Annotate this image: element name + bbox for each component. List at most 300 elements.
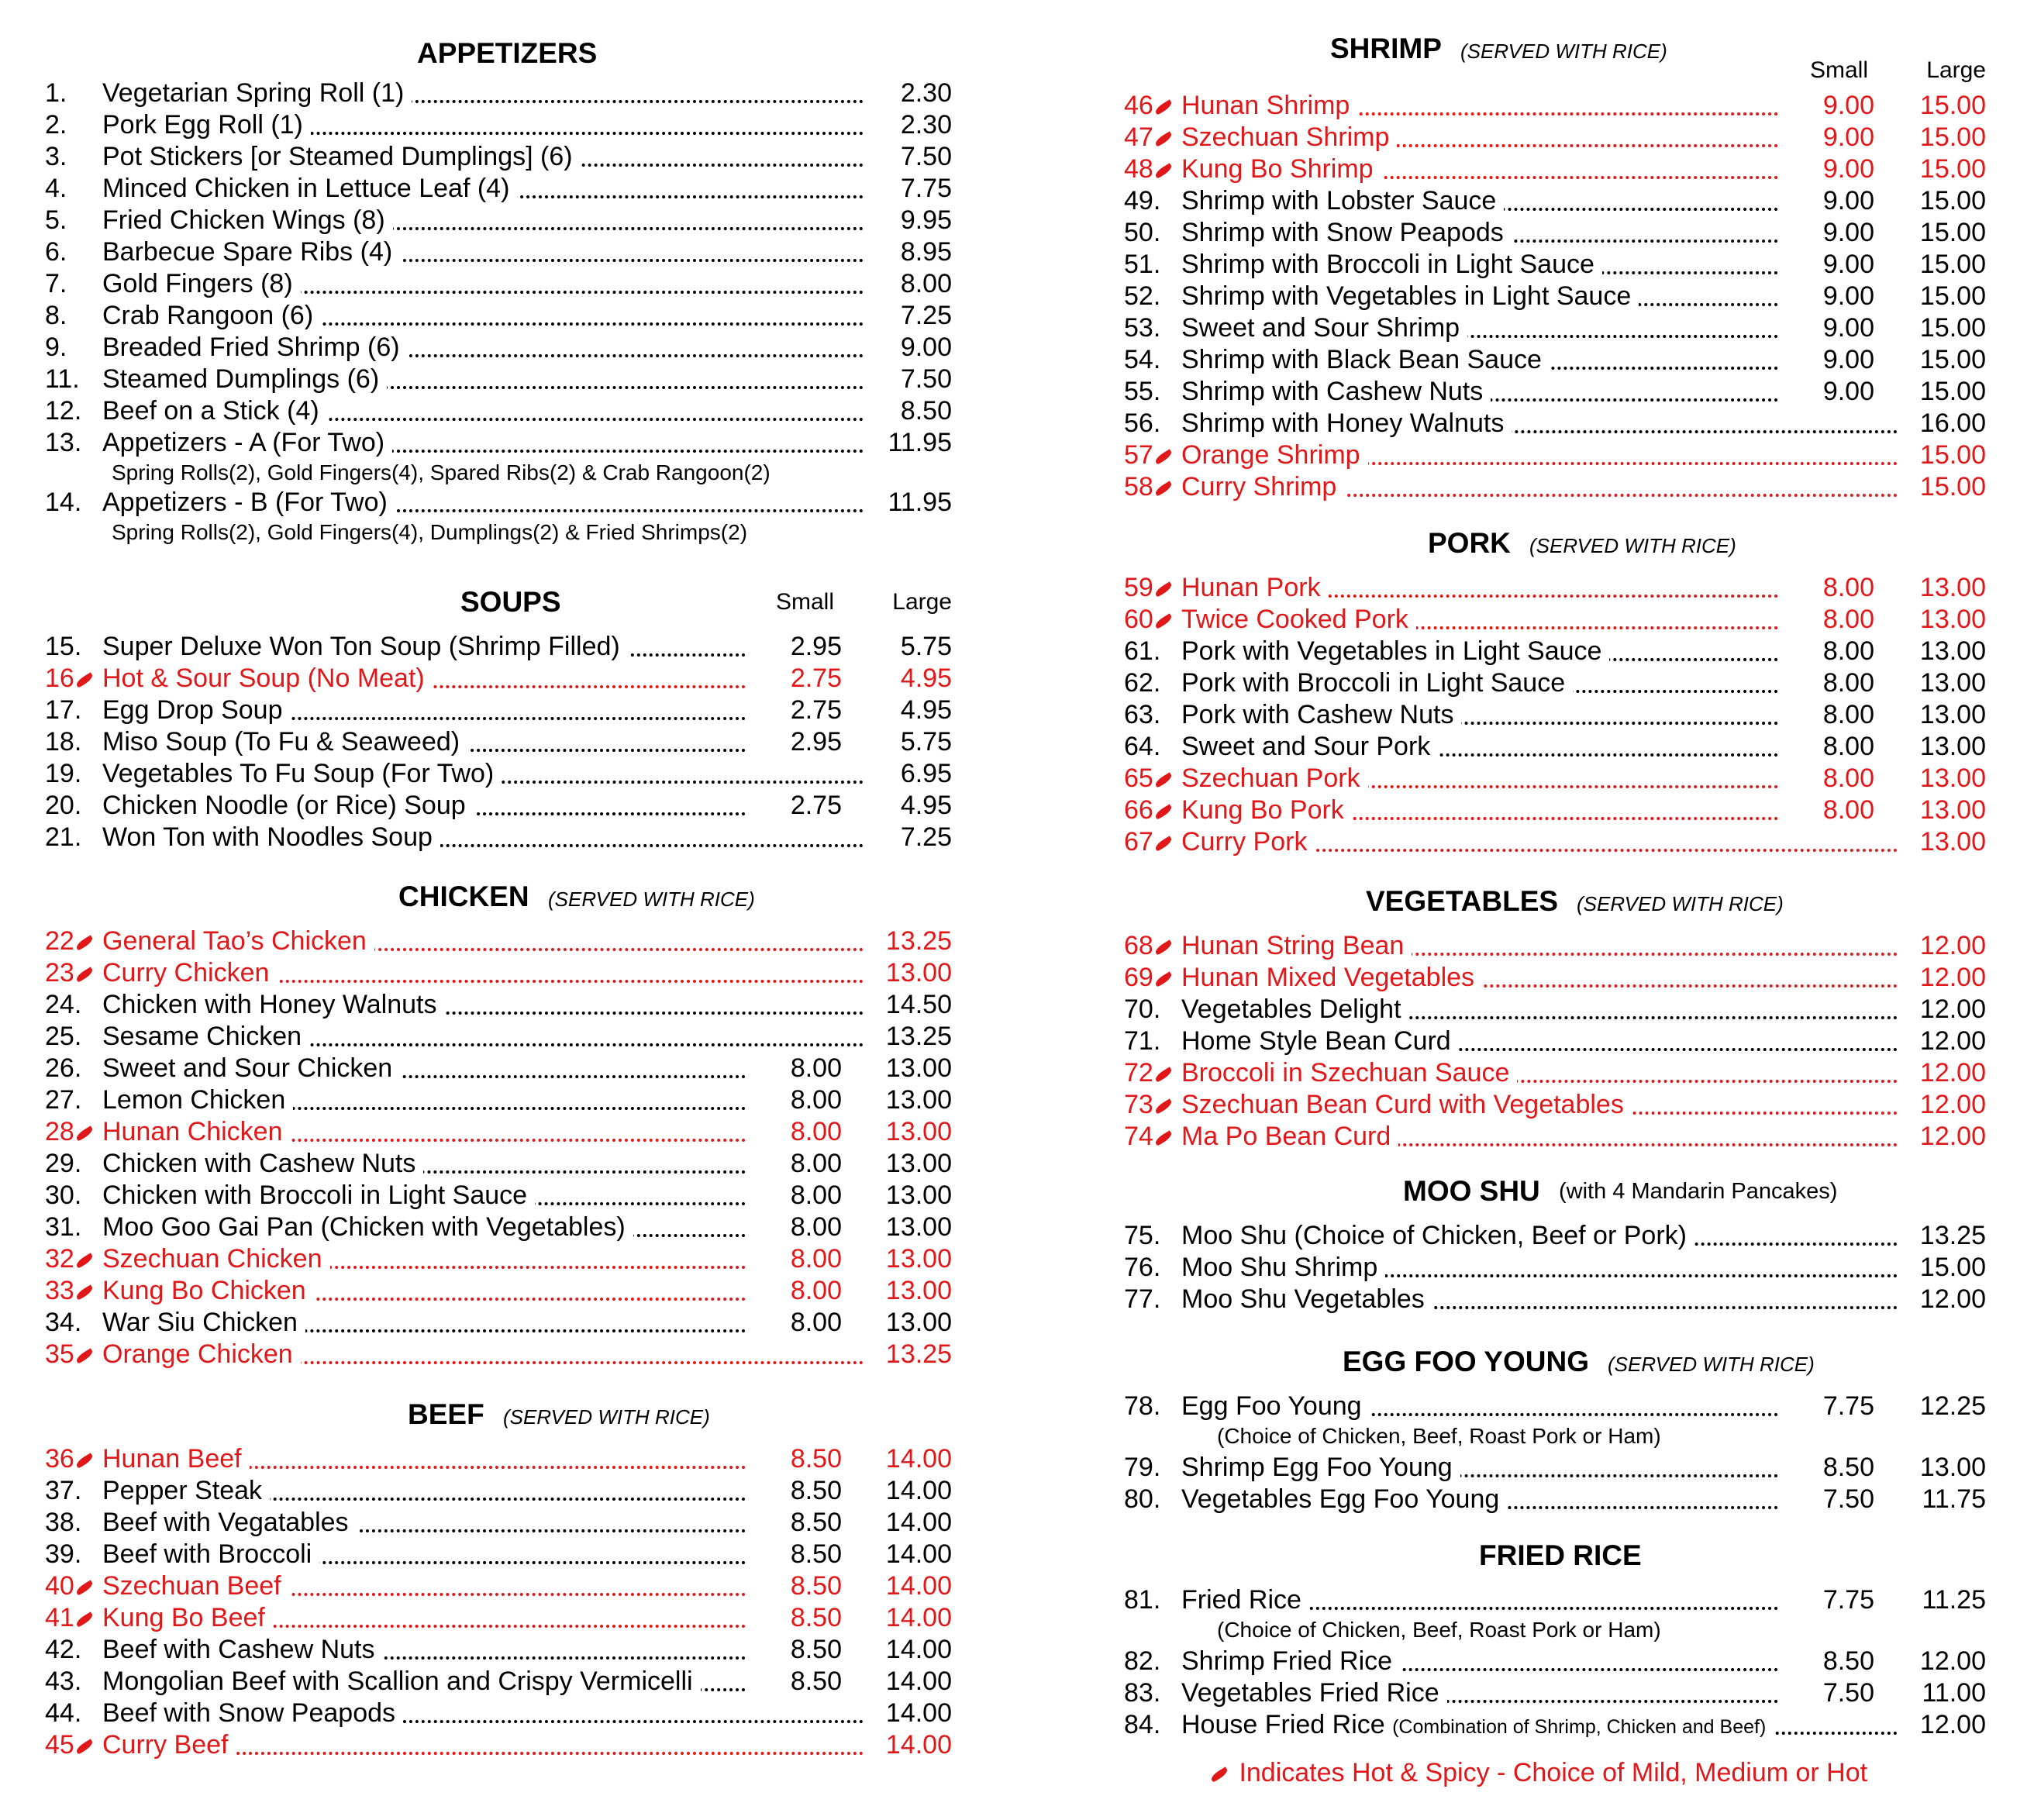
item-price: 8.95 [867, 236, 952, 268]
item-name-text: Shrimp with Cashew Nuts [1181, 377, 1484, 406]
item-number [45, 790, 81, 822]
item-name [102, 141, 581, 173]
item-name [102, 1475, 270, 1507]
item-price-large: 15.00 [1901, 376, 1986, 408]
item-number [1124, 376, 1160, 408]
item-name-text: Pork with Broccoli in Light Sauce [1181, 668, 1566, 698]
item-name-text: Beef with Snow Peapods [102, 1698, 396, 1728]
item-number-text: 42. [45, 1635, 82, 1664]
item-price-large: 15.00 [1901, 249, 1986, 281]
item-number [45, 487, 81, 519]
item-name-text: Curry Chicken [102, 958, 270, 988]
menu-item [45, 1084, 952, 1116]
item-price-large: 7.25 [867, 822, 952, 853]
item-name [102, 926, 374, 957]
item-number-text: 36 [45, 1444, 74, 1474]
item-number-text: 70. [1124, 994, 1161, 1024]
item-price-large: 13.00 [1901, 667, 1986, 699]
item-price-large: 14.00 [867, 1570, 952, 1602]
menu-item [1124, 471, 1986, 503]
item-name [1181, 1252, 1385, 1284]
item-price-small: 8.50 [749, 1634, 842, 1666]
item-name-text: Hunan Chicken [102, 1117, 283, 1146]
item-number [1124, 1484, 1160, 1515]
menu-item [45, 205, 952, 236]
item-name [102, 487, 395, 519]
item-name-text: Barbecue Spare Ribs (4) [102, 237, 393, 267]
item-name [102, 790, 474, 822]
item-number [45, 1602, 97, 1634]
item-price-small: 8.50 [749, 1602, 842, 1634]
menu-item [45, 1570, 952, 1602]
menu-item [1124, 439, 1986, 471]
item-name [1181, 1391, 1370, 1422]
item-description: (Choice of Chicken, Beef, Roast Pork or Ham) [1217, 1424, 1661, 1448]
item-price-small: 8.00 [1781, 572, 1874, 604]
item-number [1124, 1252, 1160, 1284]
menu-section-beef [45, 1392, 952, 1761]
item-name-text: Egg Foo Young [1181, 1391, 1362, 1421]
item-price-small: 8.00 [1781, 604, 1874, 636]
item-price-small: 9.00 [1781, 344, 1874, 376]
menu-item [1124, 312, 1986, 344]
menu-item [45, 822, 952, 853]
item-number [45, 1148, 81, 1180]
item-number-text: 13. [45, 428, 82, 457]
item-name [102, 1243, 330, 1275]
item-price-large: 13.00 [867, 1180, 952, 1212]
menu-item [45, 1443, 952, 1475]
item-price-large: 12.00 [1901, 1646, 1986, 1677]
item-name [102, 300, 321, 332]
item-name [102, 1180, 535, 1212]
item-number-text: 83. [1124, 1678, 1161, 1708]
menu-section-soups [45, 580, 952, 853]
item-name [102, 78, 412, 109]
section-note: (SERVED WITH RICE) [1577, 892, 1784, 915]
item-number [1124, 153, 1176, 185]
menu-item [45, 1507, 952, 1539]
item-name [1181, 122, 1397, 153]
item-name-text: Appetizers - A (For Two) [102, 428, 385, 457]
item-number [45, 1243, 97, 1275]
menu-item [45, 487, 952, 519]
column-header-small: Small [775, 589, 834, 615]
section-title: SOUPS [460, 586, 561, 618]
item-number [1124, 667, 1160, 699]
item-number [45, 758, 81, 790]
menu-item [45, 109, 952, 141]
item-number [1124, 439, 1176, 471]
item-name [102, 1634, 383, 1666]
item-name [1181, 439, 1368, 471]
menu-item [45, 790, 952, 822]
item-number-text: 50. [1124, 218, 1161, 247]
item-name-text: Breaded Fried Shrimp (6) [102, 333, 400, 362]
item-name [1181, 1709, 1774, 1743]
chili-pepper-icon [1153, 1130, 1173, 1146]
item-number-text: 33 [45, 1276, 74, 1305]
item-number [45, 268, 67, 300]
item-number-text: 64. [1124, 732, 1161, 761]
menu-item [1124, 90, 1986, 122]
item-number-text: 23 [45, 958, 74, 988]
chili-pepper-icon [1153, 99, 1173, 115]
chili-pepper-icon [74, 1125, 94, 1141]
item-number [45, 1539, 81, 1570]
menu-item [1124, 763, 1986, 795]
item-number [45, 1339, 97, 1370]
item-name-text: Egg Drop Soup [102, 695, 283, 725]
item-number-text: 41 [45, 1603, 74, 1632]
chili-pepper-icon [1153, 163, 1173, 178]
item-price-small: 9.00 [1781, 90, 1874, 122]
item-name [1181, 185, 1504, 217]
spicy-legend [1209, 1758, 1867, 1788]
section-title: PORK [1428, 527, 1511, 559]
chili-pepper-icon [74, 1611, 94, 1627]
item-name-text: Kung Bo Shrimp [1181, 154, 1374, 184]
item-price-large: 13.00 [867, 1084, 952, 1116]
item-name-text: Shrimp Egg Foo Young [1181, 1453, 1453, 1482]
item-price-large: 14.50 [867, 989, 952, 1021]
menu-item [45, 395, 952, 427]
item-number [1124, 699, 1160, 731]
item-price-large: 11.00 [1901, 1677, 1986, 1709]
item-number-text: 5. [45, 205, 67, 235]
menu-item [1124, 153, 1986, 185]
item-price-large: 14.00 [867, 1634, 952, 1666]
item-price: 11.95 [867, 487, 952, 519]
menu-item [45, 332, 952, 364]
item-name [102, 1570, 289, 1602]
item-price: 7.50 [867, 364, 952, 395]
item-price-large: 13.00 [867, 957, 952, 989]
section-header [45, 874, 952, 926]
item-name-text: Moo Shu Vegetables [1181, 1284, 1425, 1314]
item-price-large: 15.00 [1901, 471, 1986, 503]
item-number [45, 332, 67, 364]
item-number [45, 364, 80, 395]
item-price: 2.30 [867, 109, 952, 141]
section-note: (SERVED WITH RICE) [1608, 1353, 1815, 1376]
menu-item [1124, 185, 1986, 217]
item-price-large: 13.00 [867, 1212, 952, 1243]
item-number [1124, 1057, 1176, 1089]
item-number-text: 31. [45, 1212, 82, 1242]
item-number [1124, 1220, 1160, 1252]
menu-item [45, 989, 952, 1021]
item-name-text: Curry Pork [1181, 827, 1308, 857]
item-name [1181, 1025, 1459, 1057]
chili-pepper-icon [1153, 1098, 1173, 1114]
item-price-large: 15.00 [1901, 153, 1986, 185]
item-price-small: 8.50 [749, 1507, 842, 1539]
item-description: Spring Rolls(2), Gold Fingers(4), Spared Ribs(2) & Crab Rangoon(2) [112, 460, 771, 484]
item-name-text: Lemon Chicken [102, 1085, 286, 1115]
menu-item [1124, 667, 1986, 699]
item-price-small: 8.00 [749, 1180, 842, 1212]
item-price-small: 7.50 [1781, 1484, 1874, 1515]
item-number [45, 1475, 81, 1507]
menu-item [45, 695, 952, 726]
item-price-large: 13.00 [867, 1243, 952, 1275]
item-name [102, 236, 400, 268]
item-price-small: 8.00 [1781, 763, 1874, 795]
item-price-small: 8.00 [1781, 795, 1874, 826]
item-number [1124, 185, 1160, 217]
item-name [102, 1021, 309, 1053]
item-price-small: 8.50 [749, 1443, 842, 1475]
item-number [45, 1275, 97, 1307]
item-name-text: Steamed Dumplings (6) [102, 364, 380, 394]
item-name-text: Crab Rangoon (6) [102, 301, 314, 330]
item-name-text: Fried Rice [1181, 1585, 1301, 1615]
item-name-text: Moo Goo Gai Pan (Chicken with Vegetables) [102, 1212, 626, 1242]
item-name [1181, 217, 1512, 249]
item-price-large: 13.00 [1901, 572, 1986, 604]
item-name [102, 205, 393, 236]
item-number-text: 24. [45, 990, 82, 1019]
item-name-text: Hunan Mixed Vegetables [1181, 963, 1475, 992]
item-name [102, 268, 301, 300]
menu-section-eggfooyoung [1124, 1339, 1986, 1515]
item-price-large: 14.00 [867, 1666, 952, 1698]
section-header [45, 580, 952, 631]
item-number-text: 65 [1124, 764, 1153, 793]
item-number [1124, 636, 1160, 667]
menu-item [45, 1698, 952, 1729]
item-description: (Choice of Chicken, Beef, Roast Pork or Ham) [1217, 1618, 1661, 1642]
menu-item [1124, 281, 1986, 312]
item-name [1181, 1484, 1507, 1515]
item-name-text: Moo Shu (Choice of Chicken, Beef or Pork) [1181, 1221, 1687, 1250]
menu-item [1124, 930, 1986, 962]
item-number [1124, 312, 1160, 344]
item-number [45, 141, 67, 173]
item-number-text: 74 [1124, 1122, 1153, 1151]
menu-item [45, 1339, 952, 1370]
item-name [1181, 471, 1344, 503]
item-name [1181, 1121, 1398, 1153]
item-number [45, 1084, 81, 1116]
menu-item [1124, 1089, 1986, 1121]
menu-item [1124, 1584, 1986, 1616]
item-name-text: Orange Chicken [102, 1339, 293, 1369]
item-number-text: 16 [45, 664, 74, 693]
chili-pepper-icon [1209, 1767, 1229, 1782]
menu-item [1124, 1057, 1986, 1089]
menu-item [45, 268, 952, 300]
chili-pepper-icon [74, 672, 94, 688]
item-price-small: 8.50 [1781, 1452, 1874, 1484]
item-price: 9.00 [867, 332, 952, 364]
menu-item [45, 1212, 952, 1243]
item-name [1181, 994, 1409, 1025]
item-name [102, 1275, 314, 1307]
menu-item [45, 427, 952, 459]
item-number [45, 1698, 81, 1729]
item-price-small: 8.00 [749, 1116, 842, 1148]
item-price-small: 9.00 [1781, 185, 1874, 217]
item-price: 7.25 [867, 300, 952, 332]
item-name [1181, 763, 1368, 795]
column-header-large: Large [1926, 57, 1986, 83]
item-price: 9.95 [867, 205, 952, 236]
item-price: 15.00 [1901, 1252, 1986, 1284]
item-name [1181, 795, 1352, 826]
item-name-text: Moo Shu Shrimp [1181, 1253, 1378, 1282]
menu-item [1124, 1484, 1986, 1515]
menu-item [45, 1602, 952, 1634]
item-name [102, 1539, 319, 1570]
item-number [1124, 217, 1160, 249]
item-name-text: Chicken with Honey Walnuts [102, 990, 437, 1019]
item-number-text: 2. [45, 110, 67, 140]
item-name-text: Sweet and Sour Shrimp [1181, 313, 1460, 343]
item-number [45, 78, 67, 109]
item-number [1124, 408, 1160, 439]
item-number [45, 1180, 81, 1212]
item-number [45, 427, 81, 459]
item-name [102, 364, 387, 395]
item-number-text: 40 [45, 1571, 74, 1601]
item-price-small: 7.50 [1781, 1677, 1874, 1709]
item-price-small: 9.00 [1781, 376, 1874, 408]
item-number-text: 46 [1124, 91, 1153, 120]
chili-pepper-icon [1153, 772, 1173, 788]
item-price-large: 13.00 [1901, 826, 1986, 858]
menu-item [1124, 1646, 1986, 1677]
item-name [102, 1148, 423, 1180]
menu-item [45, 758, 952, 790]
item-name-text: Hot & Sour Soup (No Meat) [102, 664, 425, 693]
menu-item [1124, 795, 1986, 826]
item-number-text: 59 [1124, 573, 1153, 602]
item-name-text: Twice Cooked Pork [1181, 605, 1408, 634]
item-name [1181, 731, 1438, 763]
item-number [1124, 795, 1176, 826]
item-price-large: 15.00 [1901, 90, 1986, 122]
item-number-text: 45 [45, 1730, 74, 1760]
item-name [1181, 1057, 1517, 1089]
item-price-small: 8.50 [749, 1666, 842, 1698]
section-header [45, 1392, 952, 1443]
item-number-text: 11. [45, 364, 80, 394]
item-number-text: 19. [45, 759, 82, 788]
menu-item [45, 300, 952, 332]
menu-item [1124, 604, 1986, 636]
item-number-text: 57 [1124, 440, 1153, 470]
item-name-text: Beef on a Stick (4) [102, 396, 319, 426]
item-price-large: 5.75 [867, 726, 952, 758]
item-name-text: Pepper Steak [102, 1476, 263, 1505]
item-number [45, 1116, 97, 1148]
section-header [1124, 521, 1986, 572]
item-name [1181, 1089, 1632, 1121]
item-price: 12.00 [1901, 1284, 1986, 1315]
item-number-text: 72 [1124, 1058, 1153, 1088]
item-number [45, 300, 67, 332]
item-price: 12.00 [1901, 1089, 1986, 1121]
item-price-small: 8.00 [749, 1148, 842, 1180]
item-price-small: 8.00 [749, 1212, 842, 1243]
chili-pepper-icon [1153, 481, 1173, 496]
menu-section-vegetables [1124, 879, 1986, 1153]
item-price-large: 11.25 [1901, 1584, 1986, 1616]
item-price: 7.50 [867, 141, 952, 173]
menu-item [1124, 1121, 1986, 1153]
item-name-text: Shrimp with Black Bean Sauce [1181, 345, 1542, 374]
item-number [1124, 572, 1176, 604]
item-number-text: 1. [45, 78, 67, 108]
item-name [1181, 90, 1357, 122]
item-number-text: 58 [1124, 472, 1153, 502]
item-price-small: 7.75 [1781, 1584, 1874, 1616]
item-name-text: Shrimp with Lobster Sauce [1181, 186, 1497, 215]
item-number-text: 60 [1124, 605, 1153, 634]
menu-item [1124, 1220, 1986, 1252]
item-number-text: 51. [1124, 250, 1161, 279]
menu-section-chicken [45, 874, 952, 1370]
item-price-small: 9.00 [1781, 217, 1874, 249]
menu-item [1124, 122, 1986, 153]
item-number [1124, 1709, 1160, 1741]
item-name-text: Chicken with Broccoli in Light Sauce [102, 1181, 528, 1210]
item-number [45, 631, 81, 663]
item-price-small: 9.00 [1781, 281, 1874, 312]
item-price-large: 13.25 [867, 926, 952, 957]
menu-item [45, 1148, 952, 1180]
menu-item [45, 1729, 952, 1761]
item-name-text: Beef with Broccoli [102, 1539, 312, 1569]
chili-pepper-icon [74, 1284, 94, 1300]
item-name [102, 1698, 403, 1729]
item-price-large: 14.00 [867, 1729, 952, 1761]
item-name-text: Shrimp with Snow Peapods [1181, 218, 1504, 247]
item-price-large: 16.00 [1901, 408, 1986, 439]
item-price-large: 15.00 [1901, 217, 1986, 249]
menu-item [45, 364, 952, 395]
chili-pepper-icon [74, 1580, 94, 1595]
item-number [45, 1570, 97, 1602]
item-number [1124, 1284, 1160, 1315]
item-number [1124, 249, 1160, 281]
item-name-text: Broccoli in Szechuan Sauce [1181, 1058, 1510, 1088]
menu-item [45, 726, 952, 758]
item-price-small: 8.00 [749, 1084, 842, 1116]
item-name-text: Kung Bo Beef [102, 1603, 265, 1632]
item-price-large: 14.00 [867, 1443, 952, 1475]
item-name-text: Pork Egg Roll (1) [102, 110, 303, 140]
item-name [1181, 604, 1416, 636]
item-name-text: Sweet and Sour Chicken [102, 1053, 393, 1083]
item-number [45, 726, 81, 758]
item-price-large: 13.00 [1901, 795, 1986, 826]
item-number-text: 80. [1124, 1484, 1161, 1514]
item-name-text: Shrimp Fried Rice [1181, 1646, 1393, 1676]
item-price-small: 8.50 [749, 1570, 842, 1602]
item-price-small: 8.00 [1781, 667, 1874, 699]
item-number [45, 1053, 81, 1084]
item-number [45, 989, 81, 1021]
item-number [45, 1307, 81, 1339]
menu-item [1124, 1284, 1986, 1315]
menu-item [1124, 344, 1986, 376]
chili-pepper-icon [1153, 971, 1173, 987]
item-name-text: Shrimp with Vegetables in Light Sauce [1181, 281, 1632, 311]
item-price-large: 13.00 [1901, 636, 1986, 667]
